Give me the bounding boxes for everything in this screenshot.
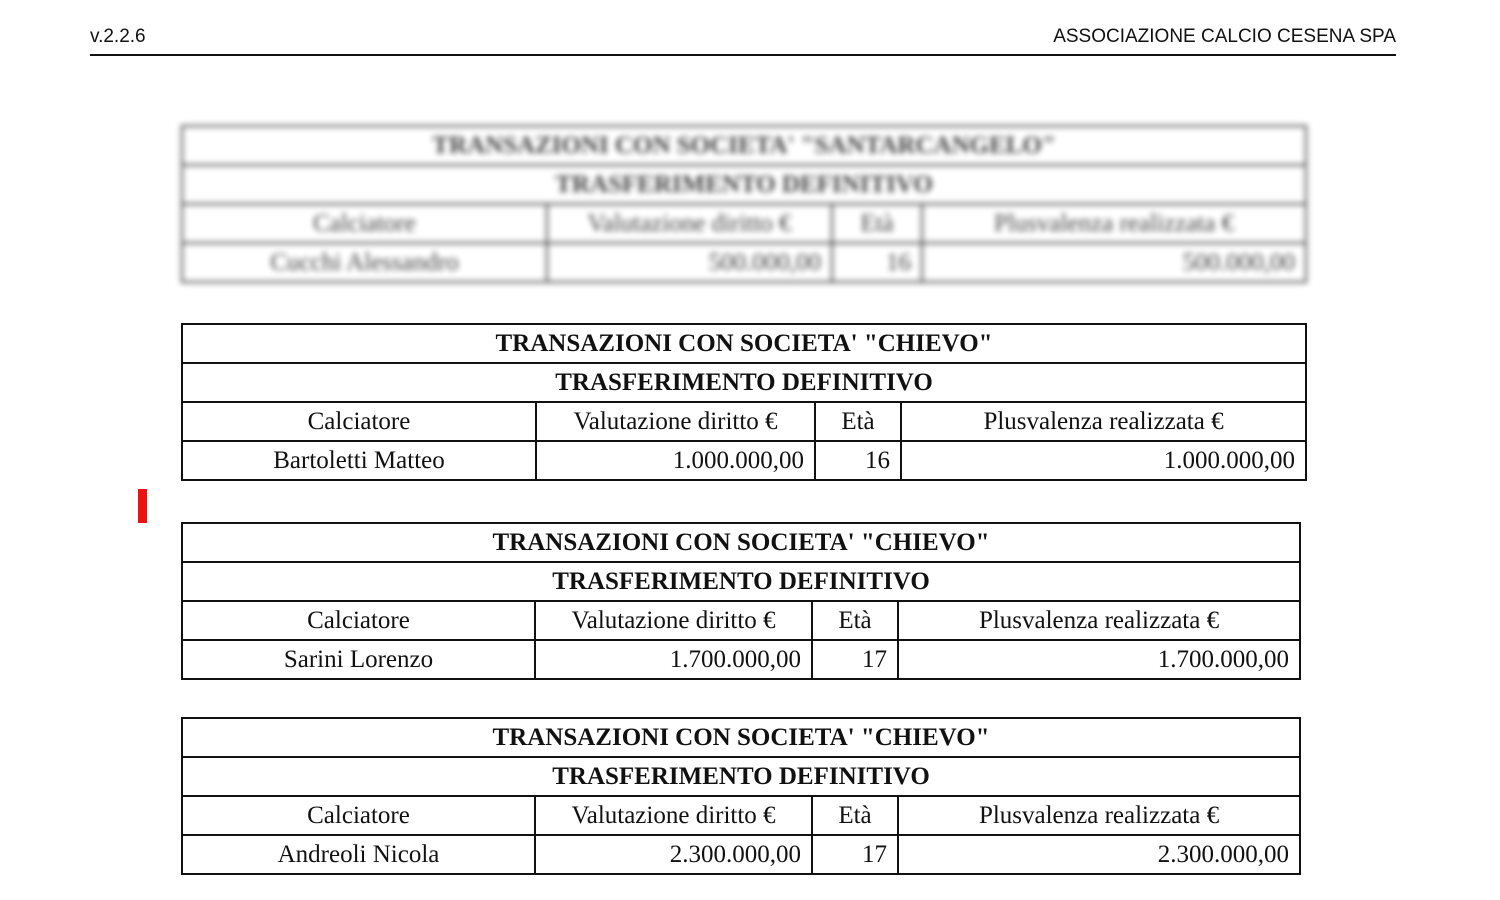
column-header-gain: Plusvalenza realizzata € (922, 204, 1306, 243)
transaction-table-santarcangelo (181, 125, 1307, 283)
transaction-table-chievo-1 (181, 323, 1307, 481)
age-value: 17 (812, 835, 898, 874)
age-value: 16 (832, 243, 922, 282)
version-label: v.2.2.6 (90, 26, 146, 47)
table-row (182, 441, 1306, 480)
table-row (182, 640, 1300, 679)
table-subtitle: TRASFERIMENTO DEFINITIVO (182, 562, 1300, 601)
player-name: Andreoli Nicola (182, 835, 535, 874)
column-header-valuation: Valutazione diritto € (535, 601, 812, 640)
transaction-table-chievo-3 (181, 717, 1301, 875)
column-header-player: Calciatore (182, 204, 547, 243)
column-header-gain: Plusvalenza realizzata € (901, 402, 1306, 441)
table-row (182, 243, 1306, 282)
table-title: TRANSAZIONI CON SOCIETA' "CHIEVO" (182, 523, 1300, 562)
valuation-value: 500.000,00 (547, 243, 832, 282)
table-title: TRANSAZIONI CON SOCIETA' "SANTARCANGELO" (182, 126, 1306, 165)
transaction-table-chievo-2 (181, 522, 1301, 680)
gain-value: 500.000,00 (922, 243, 1306, 282)
player-name: Bartoletti Matteo (182, 441, 536, 480)
column-header-gain: Plusvalenza realizzata € (898, 601, 1300, 640)
player-name: Sarini Lorenzo (182, 640, 535, 679)
column-header-age: Età (832, 204, 922, 243)
age-value: 16 (815, 441, 901, 480)
age-value: 17 (812, 640, 898, 679)
valuation-value: 1.000.000,00 (536, 441, 815, 480)
column-header-age: Età (812, 796, 898, 835)
column-header-valuation: Valutazione diritto € (536, 402, 815, 441)
column-header-player: Calciatore (182, 402, 536, 441)
column-header-gain: Plusvalenza realizzata € (898, 796, 1300, 835)
column-header-player: Calciatore (182, 796, 535, 835)
column-header-player: Calciatore (182, 601, 535, 640)
table-subtitle: TRASFERIMENTO DEFINITIVO (182, 165, 1306, 204)
valuation-value: 1.700.000,00 (535, 640, 812, 679)
column-header-valuation: Valutazione diritto € (535, 796, 812, 835)
gain-value: 1.000.000,00 (901, 441, 1306, 480)
valuation-value: 2.300.000,00 (535, 835, 812, 874)
company-name: ASSOCIAZIONE CALCIO CESENA SPA (1053, 26, 1396, 47)
table-title: TRANSAZIONI CON SOCIETA' "CHIEVO" (182, 718, 1300, 757)
table-subtitle: TRASFERIMENTO DEFINITIVO (182, 363, 1306, 402)
table-title: TRANSAZIONI CON SOCIETA' "CHIEVO" (182, 324, 1306, 363)
red-marker (138, 489, 147, 523)
column-header-age: Età (812, 601, 898, 640)
gain-value: 1.700.000,00 (898, 640, 1300, 679)
page-header (90, 24, 1396, 56)
player-name: Cucchi Alessandro (182, 243, 547, 282)
column-header-valuation: Valutazione diritto € (547, 204, 832, 243)
column-header-age: Età (815, 402, 901, 441)
table-row (182, 835, 1300, 874)
table-subtitle: TRASFERIMENTO DEFINITIVO (182, 757, 1300, 796)
gain-value: 2.300.000,00 (898, 835, 1300, 874)
